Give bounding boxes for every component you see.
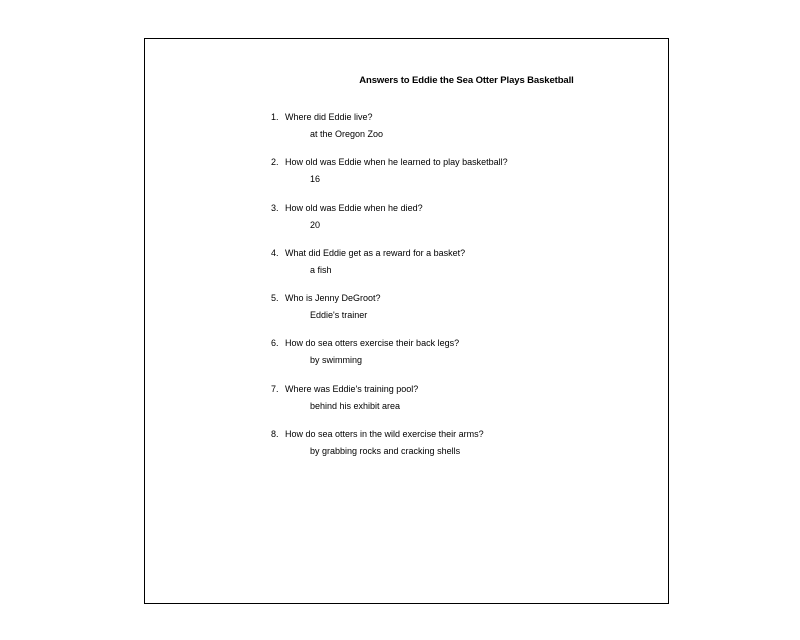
question-text: Where did Eddie live? [285, 112, 373, 122]
list-item [271, 109, 508, 154]
answer-list [271, 109, 508, 471]
document-page [144, 38, 669, 604]
question-line [271, 200, 508, 217]
question-line [271, 335, 508, 352]
list-item [271, 335, 508, 380]
question-number: 5. [271, 293, 279, 304]
answer-text: Eddie's trainer [310, 310, 368, 321]
question-text: How do sea otters in the wild exercise their arms? [285, 429, 484, 440]
answer-text: by grabbing rocks and cracking shells [310, 446, 461, 457]
question-number: 2. [271, 157, 279, 168]
list-item [271, 245, 508, 290]
answer-text: 20 [310, 219, 321, 230]
question-line [271, 109, 508, 126]
question-line [271, 290, 508, 307]
question-number: 4. [271, 247, 279, 258]
answer-text: behind his exhibit area [310, 400, 401, 411]
answer-text: at the Oregon Zoo [310, 129, 384, 139]
question-number: 6. [271, 338, 279, 349]
answer-text: a fish [310, 264, 332, 275]
question-line [271, 154, 508, 171]
document-title: Answers to Eddie the Sea Otter Plays Basketball [359, 75, 574, 86]
question-text: How old was Eddie when he died? [285, 202, 423, 213]
question-number: 7. [271, 383, 279, 394]
list-item [271, 381, 508, 426]
list-item [271, 290, 508, 335]
answer-text: by swimming [310, 355, 363, 366]
question-line [271, 381, 508, 398]
list-item [271, 426, 508, 471]
question-line [271, 426, 508, 443]
question-line [271, 245, 508, 262]
question-text: How do sea otters exercise their back legs? [285, 338, 460, 349]
question-number: 1. [271, 112, 279, 122]
question-text: What did Eddie get as a reward for a basket? [285, 247, 466, 258]
question-text: How old was Eddie when he learned to play basketball? [285, 157, 508, 168]
question-text: Where was Eddie's training pool? [285, 383, 419, 394]
list-item [271, 200, 508, 245]
question-text: Who is Jenny DeGroot? [285, 293, 381, 304]
answer-text: 16 [310, 174, 321, 185]
question-number: 3. [271, 202, 279, 213]
list-item [271, 154, 508, 199]
question-number: 8. [271, 429, 279, 440]
